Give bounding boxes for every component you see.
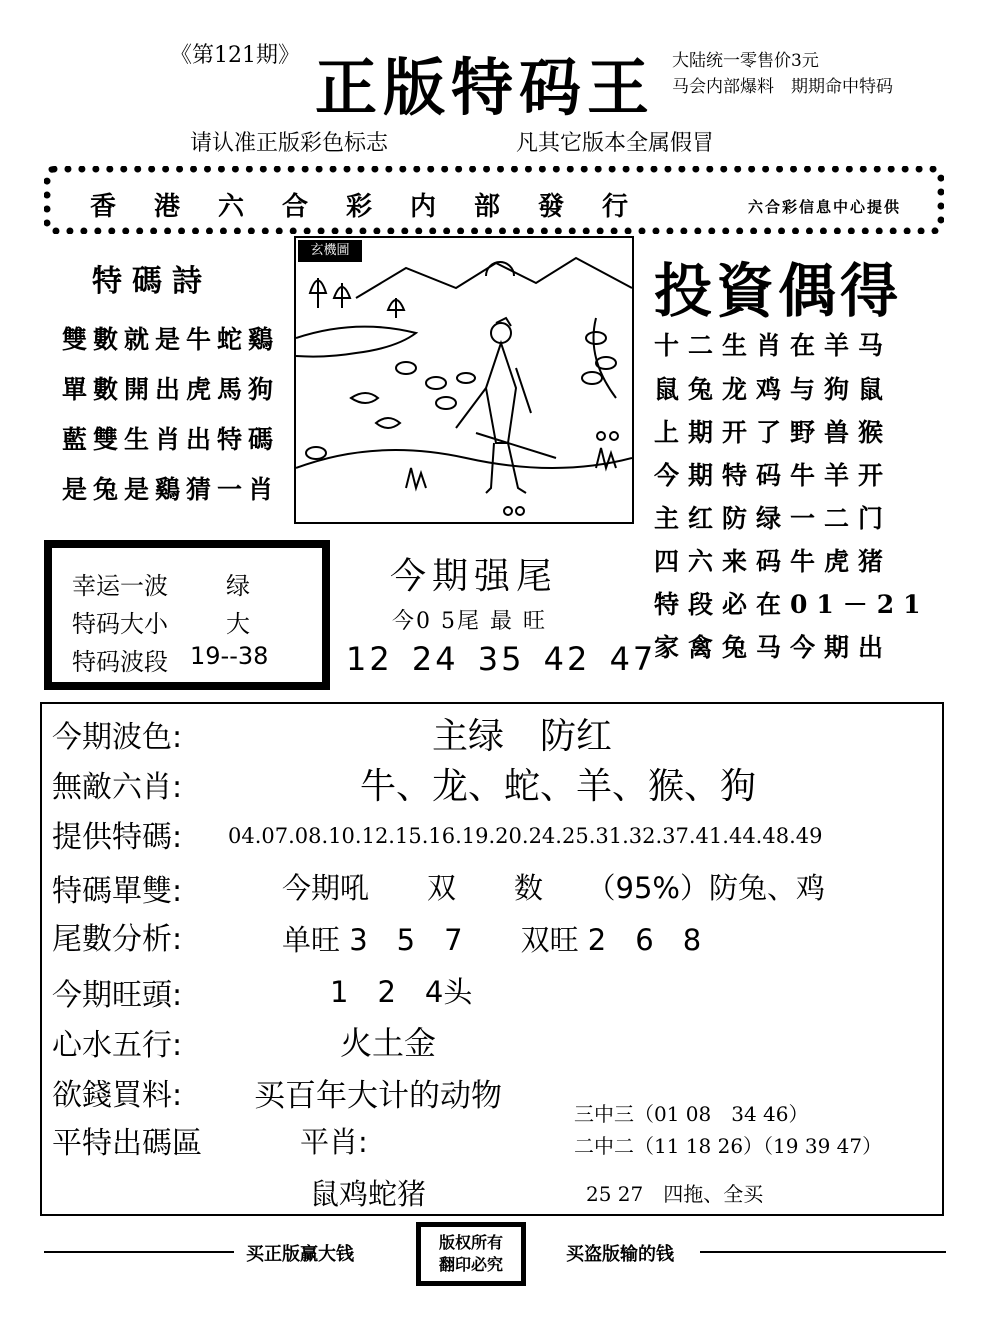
copyright-box bbox=[416, 1222, 526, 1286]
poem-line: 藍雙生肖出特碼 bbox=[62, 425, 280, 454]
invest-line: 主红防绿一二门 bbox=[654, 504, 893, 533]
strong-tail-subtitle: 今0 5尾 最 旺 bbox=[392, 609, 547, 634]
lucky-value: 绿 bbox=[226, 572, 250, 600]
footer-divider-right bbox=[700, 1251, 946, 1253]
tail-analysis-value: 单旺 3 5 7 双旺 2 6 8 bbox=[282, 923, 702, 957]
tail-analysis-label: 尾數分析: bbox=[52, 922, 183, 957]
poem-line: 是兔是鷄猜一肖 bbox=[62, 475, 280, 504]
banner-small: 六合彩信息中心提供 bbox=[748, 198, 902, 216]
drag-numbers: 25 27 四拖、全买 bbox=[586, 1182, 764, 1206]
head-label: 今期旺頭: bbox=[52, 978, 183, 1013]
copyright-line: 版权所有 bbox=[438, 1233, 503, 1252]
flat-zodiac-label: 平肖: bbox=[300, 1125, 368, 1159]
five-element-label: 心水五行: bbox=[52, 1028, 183, 1063]
wave-value: 主绿 防红 bbox=[432, 716, 613, 757]
special-code-label: 提供特碼: bbox=[52, 820, 183, 855]
six-zodiac-label: 無敵六肖: bbox=[52, 770, 183, 805]
invest-line: 鼠兔龙鸡与狗鼠 bbox=[654, 375, 893, 404]
two-in-two: 二中二（11 18 26）（19 39 47） bbox=[574, 1134, 883, 1158]
invest-line: 特段必在01－21 bbox=[654, 590, 930, 619]
lucky-label: 幸运一波 bbox=[72, 572, 168, 600]
three-in-three: 三中三（01 08 34 46） bbox=[574, 1102, 809, 1126]
money-value: 买百年大计的动物 bbox=[254, 1078, 502, 1114]
lucky-value: 19--38 bbox=[190, 642, 269, 670]
five-element-value: 火土金 bbox=[340, 1024, 437, 1062]
illustration-frame bbox=[294, 236, 634, 524]
lucky-value: 大 bbox=[226, 610, 250, 638]
page-title: 正版特码王 bbox=[315, 51, 656, 124]
notice-left: 请认准正版彩色标志 bbox=[190, 131, 389, 156]
strong-tail-numbers: 12 24 35 42 47 bbox=[346, 640, 657, 678]
poem-title: 特碼詩 bbox=[92, 264, 212, 299]
odd-even-label: 特碼單雙: bbox=[52, 874, 183, 909]
invest-line: 四六来码牛虎猪 bbox=[654, 547, 893, 576]
strong-tail-title: 今期强尾 bbox=[390, 556, 559, 597]
illustration-tag: 玄機圖 bbox=[298, 240, 362, 262]
poem-line: 雙數就是牛蛇鷄 bbox=[62, 325, 280, 354]
invest-title: 投資偶得 bbox=[654, 257, 903, 325]
flat-zodiac-value: 鼠鸡蛇猪 bbox=[310, 1177, 427, 1211]
odd-even-value: 今期吼 双 数 （95%）防兔、鸡 bbox=[282, 871, 825, 905]
poem-line: 單數開出虎馬狗 bbox=[62, 375, 280, 404]
lucky-label: 特码大小 bbox=[72, 610, 168, 638]
footer-divider-left bbox=[44, 1251, 234, 1253]
flat-area-label: 平特出碼區 bbox=[52, 1126, 202, 1161]
notice-right: 凡其它版本全属假冒 bbox=[516, 131, 715, 156]
tagline-text: 马会内部爆料 期期命中特码 bbox=[672, 77, 893, 97]
price-text: 大陆统一零售价3元 bbox=[672, 51, 819, 71]
invest-line: 十二生肖在羊马 bbox=[654, 331, 893, 360]
issue-number: 《第121期》 bbox=[170, 43, 300, 68]
copyright-line: 翻印必究 bbox=[438, 1255, 503, 1274]
money-label: 欲錢買料: bbox=[52, 1078, 183, 1113]
footer-left-text: 买正版赢大钱 bbox=[246, 1244, 354, 1265]
footer-right-text: 买盗版输的钱 bbox=[566, 1244, 674, 1265]
lucky-label: 特码波段 bbox=[72, 648, 168, 676]
head-value: 1 2 4头 bbox=[330, 975, 473, 1009]
special-code-value: 04.07.08.10.12.15.16.19.20.24.25.31.32.37.41.44.48.49 bbox=[228, 824, 823, 848]
six-zodiac-value: 牛、龙、蛇、羊、猴、狗 bbox=[360, 766, 757, 807]
landscape-illustration bbox=[296, 238, 632, 522]
wave-label: 今期波色: bbox=[52, 720, 183, 755]
invest-line: 上期开了野兽猴 bbox=[654, 418, 893, 447]
invest-line: 今期特码牛羊开 bbox=[654, 461, 893, 490]
banner-main: 香港六合彩内部發行 bbox=[90, 192, 667, 222]
invest-line: 家禽兔马今期出 bbox=[654, 633, 893, 662]
